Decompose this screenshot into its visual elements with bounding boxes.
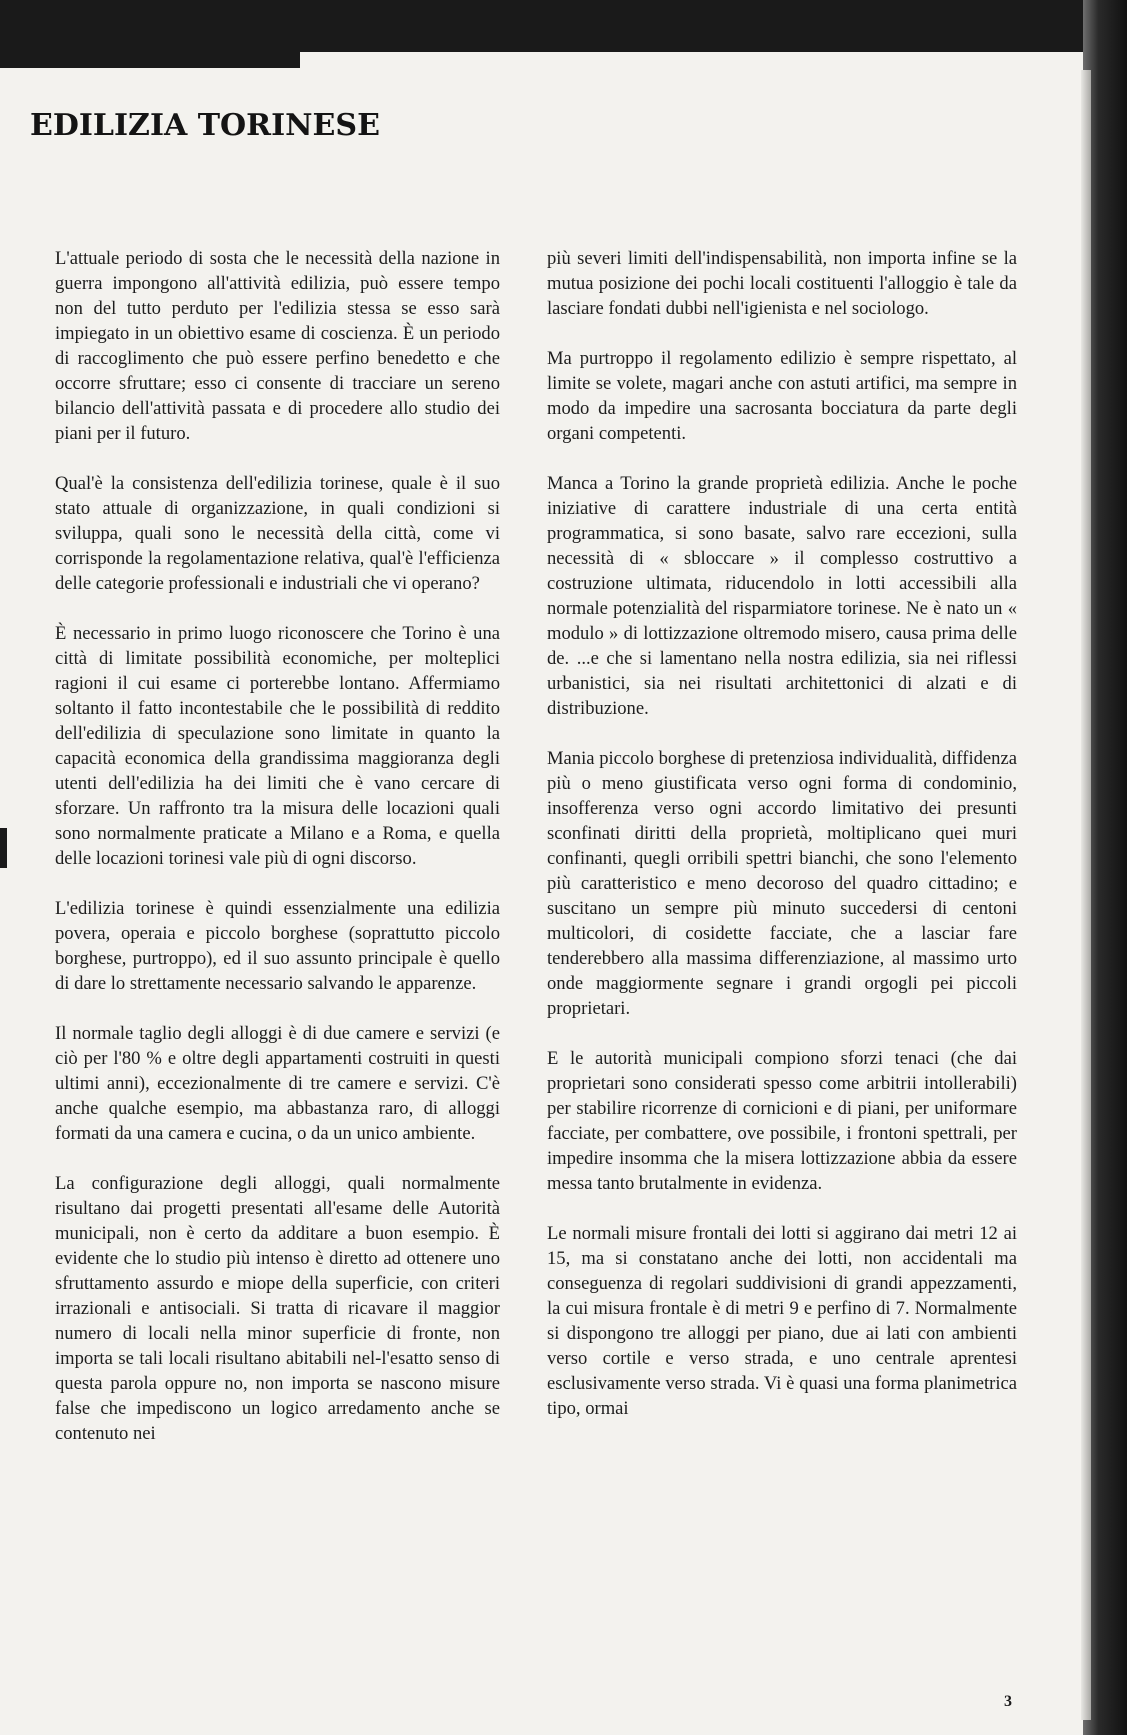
paragraph: Le normali misure frontali dei lotti si aggirano dai metri 12 ai 15, ma si constatano anche dei lotti, non accidentali ma conseguenza di regolari suddivisioni di grandi appezzamenti, la cui misura frontale è di metri 9 e perfino di 7. Normalmente si dispongono tre alloggi per piano, due ai lati con ambienti verso cortile e verso strada, e uno centrale aprentesi esclusivamente verso strada. Vi è quasi una forma planimetrica tipo, ormai [547,1223,1017,1419]
paragraph: L'edilizia torinese è quindi essenzialmente una edilizia povera, operaia e piccolo borghese (soprattutto piccolo borghese, purtroppo), ed il suo assunto principale è quello di dare lo strettamente necessario salvando le apparenze. [55,898,500,994]
paragraph: Mania piccolo borghese di pretenziosa individualità, diffidenza più o meno giustificata verso ogni forma di condominio, insofferenza verso ogni accordo limitativo dei presunti sconfinati diritti della proprietà, moltiplicano quei muri confinanti, quegli orribili spettri bianchi, che sono l'elemento più caratteristico e meno decoroso del quadro cittadino; e suscitano un sempre più minuto succedersi di centoni multicolori, di cosidette facciate, che a lasciar fare tenderebbero alla massima differenziazione, al massimo urto onde maggiormente segnare i grandi orgogli pei piccoli proprietari. [547,748,1017,1019]
paragraph: La configurazione degli alloggi, quali normalmente risultano dai progetti presentati all'esame delle Autorità municipali, non è certo da additare a buon esempio. È evidente che lo studio più intenso è diretto ad ottenere uno sfruttamento assurdo e miope della superficie, con criteri irrazionali e antisociali. Si tratta di ricavare il maggior numero di locali nella minor superficie di fronte, non importa se tali locali risultano abitabili nel-l'esatto senso di questa parola oppure no, non importa se nascono misure false che impediscono un logico arredamento anche se contenuto nei [55,1173,500,1444]
paragraph: più severi limiti dell'indispensabilità, non importa infine se la mutua posizione dei pochi locali costituenti l'alloggio è tale da lasciare fondati dubbi nell'igienista e nel sociologo. [547,248,1017,319]
left-column [55,246,500,1471]
right-column [547,246,1017,1446]
paragraph: È necessario in primo luogo riconoscere che Torino è una città di limitate possibilità economiche, per molteplici ragioni il cui esame ci porterebbe lontano. Affermiamo soltanto il fatto incontestabile che le possibilità di reddito dell'edilizia di speculazione sono limitate in quanto la capacità economica della grandissima maggioranza degli utenti dell'edilizia ha dei limiti che è vano cercare di sforzare. Un raffronto tra la misura delle locazioni quali sono normalmente praticate a Milano e a Roma, e quella delle locazioni torinesi vale più di ogni discorso. [55,623,500,869]
article-title: EDILIZIA TORINESE [30,108,380,143]
scan-top-border [0,0,1090,38]
paragraph: E le autorità municipali compiono sforzi tenaci (che dai proprietari sono considerati spesso come arbitrii intollerabili) per stabilire ricorrenze di cornicioni e di piani, per uniformare facciate, per combattere, ove possibile, i frontoni spettrali, per impedire insomma che la misera lottizzazione abbia da essere messa tanto brutalmente in evidenza. [547,1048,1017,1194]
paragraph: Ma purtroppo il regolamento edilizio è sempre rispettato, al limite se volete, magari anche con astuti artifici, ma sempre in modo da impedire una sacrosanta bocciatura da parte degli organi competenti. [547,348,1017,444]
page-number: 3 [1004,1693,1012,1710]
scan-page-curl [1081,70,1091,1720]
paragraph: Manca a Torino la grande proprietà edilizia. Anche le poche iniziative di carattere industriale di una certa entità programmatica, si sono basate, salvo rare eccezioni, sulla necessità di « sbloccare » il complesso costruttivo a costruzione ultimata, riducendolo in lotti accessibili alla normale potenzialità del risparmiatore torinese. Ne è nato un « modulo » di lottizzazione oltremodo misero, causa prima delle de. ...e che si lamentano nella nostra edilizia, sia nei riflessi urbanistici, sia nei risultati architettonici di alzati e di distribuzione. [547,473,1017,719]
paragraph: Qual'è la consistenza dell'edilizia torinese, quale è il suo stato attuale di organizzazione, in quali condizioni si sviluppa, quali sono le necessità della città, come vi corrisponde la regolamentazione relativa, qual'è l'efficienza delle categorie professionali e industriali che vi operano? [55,473,500,594]
scan-left-mark [0,828,7,868]
scan-top-border-corner [0,38,300,68]
paragraph: L'attuale periodo di sosta che le necessità della nazione in guerra impongono all'attività edilizia, può essere tempo non del tutto perduto per l'edilizia stessa se esso sarà impiegato in un obiettivo esame di coscienza. È un periodo di raccoglimento che può essere perfino benedetto e che occorre sfruttare; esso ci consente di tracciare un sereno bilancio dell'attività passata e di procedere allo studio dei piani per il futuro. [55,248,500,444]
paragraph: Il normale taglio degli alloggi è di due camere e servizi (e ciò per l'80 % e oltre degli appartamenti costruiti in questi ultimi anni), eccezionalmente di tre camere e servizi. C'è anche qualche esempio, ma abbastanza raro, di alloggi formati da una camera e cucina, o da un unico ambiente. [55,1023,500,1144]
